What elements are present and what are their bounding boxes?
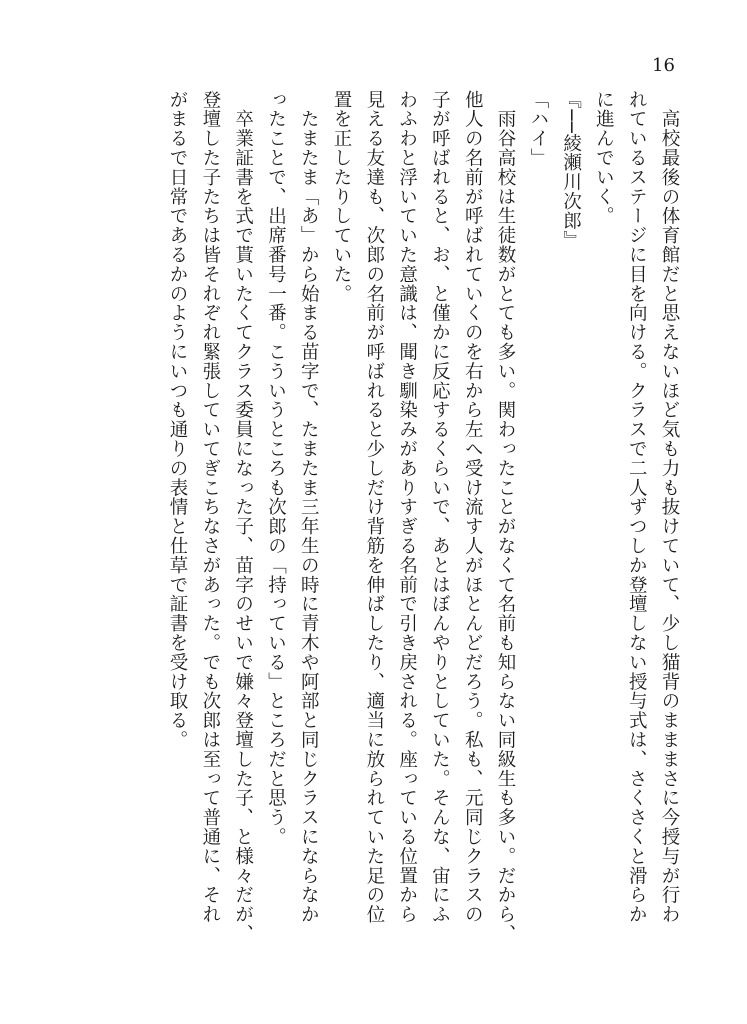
body-text: [85, 90, 685, 990]
page-number: 16: [652, 55, 675, 76]
paragraph: 『──綾瀬川次郎』: [560, 90, 582, 250]
paragraph: たまたま「あ」から始まる苗字で、たまたま三年生の時に青木や阿部と同じクラスにならなか ったことで、出席番号一番。こういうところも次郎の「持っている」ところだと思う。: [265, 90, 320, 925]
paragraph: 雨谷高校は生徒数がとても多い。関わったことがなくて名前も知らない同級生も多い。だから、 他人の名前が呼ばれていくのを右から左へ受け流す人がほとんどだろう。私も、元同じクラスの 子が呼ばれると、お、と僅かに反応するくらいで、あとはぼんやりとしていた。そんな、宙にふ わふわと浮いていた意識は、聞き馴染みがありすぎる名前で引き戻される。座っている位置から 見える友達も、次郎の名前が呼ばれると少しだけ背筋を伸ばしたり、適当に放られていた足の位 置を正したりしていた。: [331, 90, 517, 944]
paragraph: 卒業証書を式で貰いたくてクラス委員になった子、苗字のせいで嫌々登壇した子、と様々だが、 登壇した子たちは皆それぞれ緊張していてぎこちなさがあった。でも次郎は至って普通に、それ がまるで日常であるかのようにいつも通りの表情と仕草で証書を受け取る。: [167, 90, 254, 944]
paragraph: 高校最後の体育館だと思えないほど気も力も抜けていて、少し猫背のまままさに今授与が行わ れているステージに目を向ける。クラスで二人ずつしか登壇しない授与式は、さくさくと滑らか に進んでいく。: [593, 90, 680, 925]
paragraph: 「ハイ」: [527, 90, 549, 168]
